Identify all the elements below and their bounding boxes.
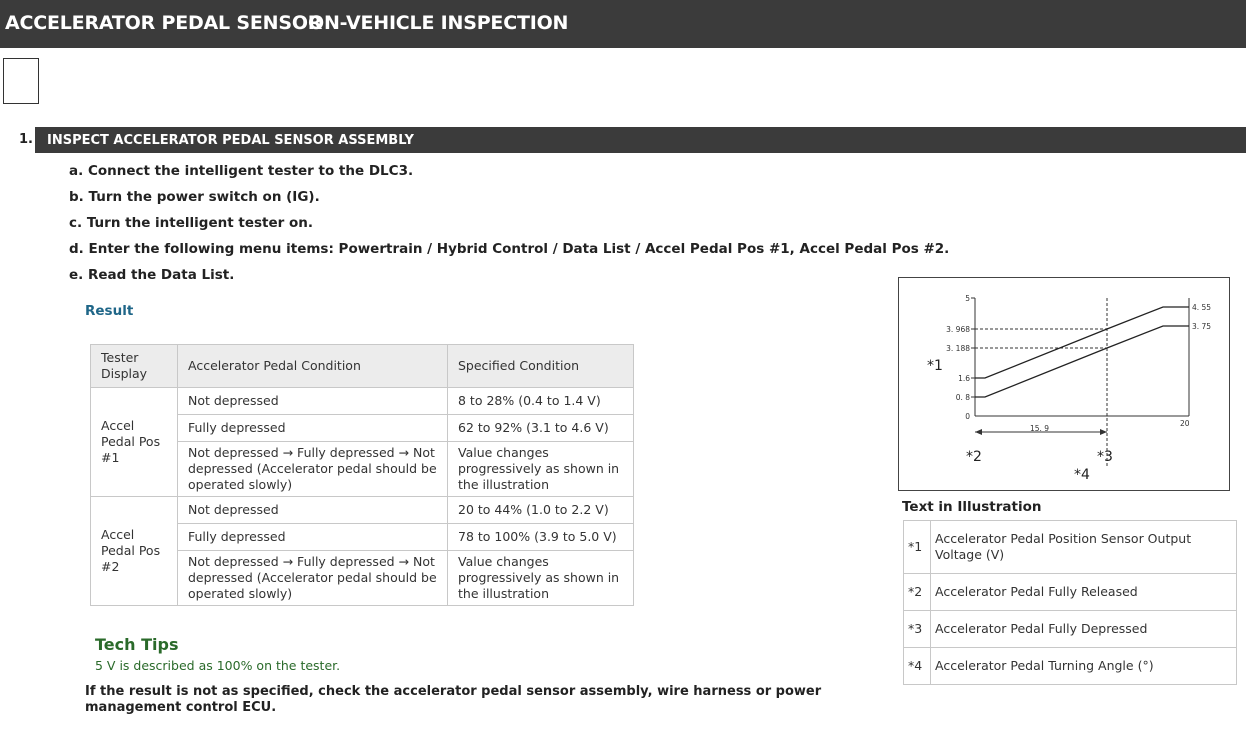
curve-pos-1 — [975, 307, 1189, 378]
step-title: INSPECT ACCELERATOR PEDAL SENSOR ASSEMBLY — [47, 133, 414, 148]
curve-end-label: 4. 55 — [1192, 303, 1212, 312]
condition-cell: Not depressed — [178, 497, 448, 524]
tester-display-cell: Accel Pedal Pos #1 — [91, 388, 178, 497]
spec-cell: Value changes progressively as shown in the illustration — [448, 442, 634, 497]
y-tick-label: 0. 8 — [955, 393, 970, 402]
condition-cell: Fully depressed — [178, 524, 448, 551]
dimension-label: 15. 9 — [1030, 424, 1050, 433]
legend-row — [904, 574, 1237, 611]
substep-a: a. Connect the intelligent tester to the DLC3. — [69, 163, 414, 179]
table-row — [91, 388, 634, 415]
result-heading: Result — [85, 303, 134, 319]
y-tick-label: 3. 188 — [946, 344, 970, 353]
tester-display-cell: Accel Pedal Pos #2 — [91, 497, 178, 606]
final-note: If the result is not as specified, check the accelerator pedal sensor assembly, wire harness or power management control ECU. — [85, 684, 822, 715]
column-header-pedal-condition: Accelerator Pedal Condition — [178, 345, 448, 388]
legend-key: *3 — [904, 611, 931, 648]
spec-cell: 78 to 100% (3.9 to 5.0 V) — [448, 524, 634, 551]
condition-cell: Not depressed → Fully depressed → Not depressed (Accelerator pedal should be operated slowly) — [178, 442, 448, 497]
condition-cell: Not depressed — [178, 388, 448, 415]
y-tick-label: 3. 968 — [946, 325, 970, 334]
curve-pos-2 — [975, 326, 1189, 397]
legend-text: Accelerator Pedal Position Sensor Output Voltage (V) — [931, 521, 1237, 574]
substep-d: d. Enter the following menu items: Powertrain / Hybrid Control / Data List / Accel Pedal Pos #1, Accel Pedal Pos #2. — [69, 241, 950, 257]
page-subtitle: ON-VEHICLE INSPECTION — [308, 12, 569, 34]
callout-3: *3 — [1097, 449, 1113, 465]
curve-end-label: 3. 75 — [1192, 322, 1212, 331]
table-row — [91, 497, 634, 524]
legend-heading: Text in Illustration — [902, 499, 1042, 515]
substep-c: c. Turn the intelligent tester on. — [69, 215, 313, 231]
callout-4: *4 — [1074, 467, 1090, 483]
spec-cell: 20 to 44% (1.0 to 2.2 V) — [448, 497, 634, 524]
y-tick-label: 5 — [965, 294, 970, 303]
result-table — [90, 344, 634, 606]
legend-row — [904, 521, 1237, 574]
column-header-tester-display: Tester Display — [91, 345, 178, 388]
legend-row — [904, 611, 1237, 648]
image-placeholder[interactable] — [3, 58, 39, 104]
column-header-specified-condition: Specified Condition — [448, 345, 634, 388]
spec-cell: Value changes progressively as shown in the illustration — [448, 551, 634, 606]
y-tick-label: 1.6 — [958, 374, 970, 383]
illustration-frame — [898, 277, 1230, 491]
tech-tips-text: 5 V is described as 100% on the tester. — [95, 658, 341, 673]
substep-b: b. Turn the power switch on (IG). — [69, 189, 320, 205]
legend-table — [903, 520, 1237, 685]
legend-text: Accelerator Pedal Turning Angle (°) — [931, 648, 1237, 685]
page-title-bar — [0, 0, 1246, 48]
callout-2: *2 — [966, 449, 982, 465]
substep-e: e. Read the Data List. — [69, 267, 235, 283]
pedal-voltage-graph — [899, 278, 1229, 490]
page-title: ACCELERATOR PEDAL SENSOR — [5, 12, 323, 34]
y-tick-label: 0 — [965, 412, 970, 421]
legend-key: *4 — [904, 648, 931, 685]
legend-text: Accelerator Pedal Fully Released — [931, 574, 1237, 611]
callout-1: *1 — [927, 358, 943, 374]
spec-cell: 62 to 92% (3.1 to 4.6 V) — [448, 415, 634, 442]
spec-cell: 8 to 28% (0.4 to 1.4 V) — [448, 388, 634, 415]
x-tick-label: 20 — [1180, 419, 1190, 428]
legend-key: *2 — [904, 574, 931, 611]
condition-cell: Fully depressed — [178, 415, 448, 442]
condition-cell: Not depressed → Fully depressed → Not depressed (Accelerator pedal should be operated slowly) — [178, 551, 448, 606]
tech-tips-heading: Tech Tips — [95, 635, 179, 654]
step-header — [35, 127, 1246, 153]
legend-key: *1 — [904, 521, 931, 574]
step-number: 1. — [19, 132, 33, 147]
legend-row — [904, 648, 1237, 685]
legend-text: Accelerator Pedal Fully Depressed — [931, 611, 1237, 648]
